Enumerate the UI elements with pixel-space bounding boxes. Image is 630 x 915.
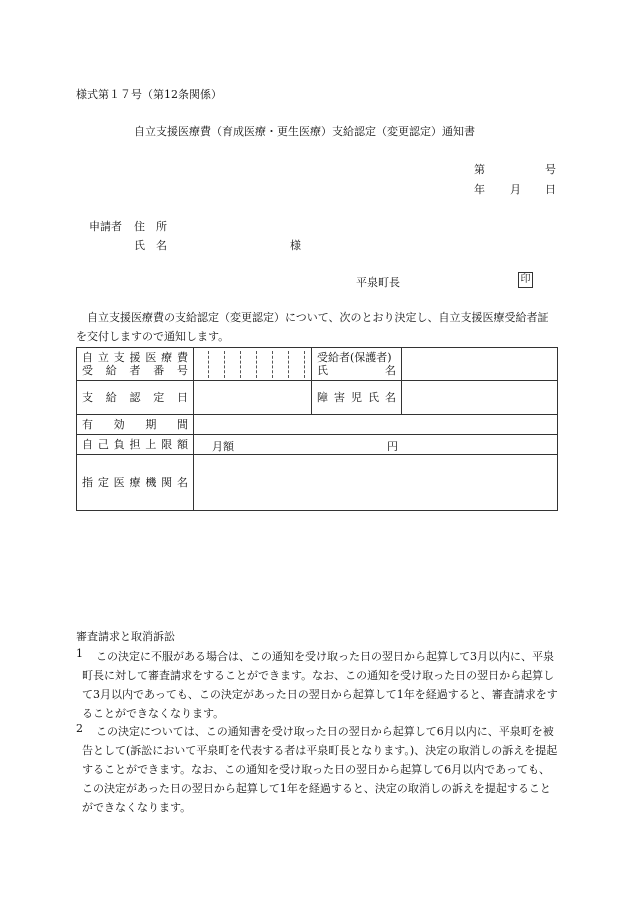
table-row — [77, 348, 558, 381]
validity-field[interactable] — [194, 415, 558, 435]
seal-mark: 印 — [518, 272, 533, 288]
recipient-no-label: 自立支援医療費 受給者番号 — [77, 348, 194, 381]
doc-no-suffix: 号 — [545, 163, 556, 176]
intro-paragraph: 自立支援医療費の支給認定（変更認定）について、次のとおり決定し、自立支援医療受給者証を交付しますので通知します。 — [76, 311, 549, 343]
address-label: 住 所 — [134, 220, 167, 233]
monthly-label: 月額 — [212, 440, 234, 453]
limit-field[interactable] — [194, 435, 558, 455]
recipient-name-label: 受給者(保護者) 氏名 — [312, 348, 402, 381]
institution-field[interactable] — [194, 455, 558, 511]
table-row — [77, 415, 558, 435]
approval-date-label: 支給認定日 — [77, 381, 194, 415]
limit-label: 自己負担上限額 — [77, 435, 194, 455]
child-name-field[interactable] — [402, 381, 558, 415]
yen-unit: 円 — [387, 440, 398, 453]
honorific: 様 — [290, 239, 301, 252]
institution-label: 指定医療機関名 — [77, 455, 194, 511]
validity-label: 有効期間 — [77, 415, 194, 435]
date-year: 年 — [474, 183, 485, 196]
recipient-name-field[interactable] — [402, 348, 558, 381]
name-label: 氏 名 — [134, 239, 167, 252]
appeal-item-1-number: 1 — [76, 647, 83, 660]
recipient-no-field[interactable] — [194, 348, 312, 381]
child-name-label: 障害児氏名 — [312, 381, 402, 415]
table-row — [77, 381, 558, 415]
document-title: 自立支援医療費（育成医療・更生医療）支給認定（変更認定）通知書 — [134, 125, 475, 138]
table-row — [77, 455, 558, 511]
table-row — [77, 435, 558, 455]
appeal-item-1: この決定に不服がある場合は、この通知を受け取った日の翌日から起算して3月以内に、平泉町長に対して審査請求をすることができます。なお、この通知を受け取った日の翌日から起算して3月以内であっても、この決定があった日の翌日から起算して1年を経過すると、審査請求をすることができなくなります。 — [82, 650, 558, 720]
applicant-label: 申請者 — [89, 220, 122, 233]
doc-no-prefix: 第 — [474, 163, 485, 176]
appeal-item-2-number: 2 — [76, 722, 83, 735]
date-month: 月 — [510, 183, 521, 196]
approval-date-field[interactable] — [194, 381, 312, 415]
certificate-table — [76, 347, 558, 511]
appeal-heading: 審査請求と取消訴訟 — [76, 630, 175, 643]
appeal-item-2: この決定については、この通知書を受け取った日の翌日から起算して6月以内に、平泉町を被告として(訴訟において平泉町を代表する者は平泉町長となります。)、決定の取消しの訴えを提起することができます。なお、この通知を受け取った日の翌日から起算して6月以内であっても、この決定があった日の翌日から起算して1年を経過すると、決定の取消しの訴えを提起することができなくなります。 — [82, 725, 558, 814]
date-day: 日 — [545, 183, 556, 196]
form-number: 様式第１７号（第12条関係） — [76, 88, 222, 101]
issuer-mayor: 平泉町長 — [356, 276, 400, 289]
